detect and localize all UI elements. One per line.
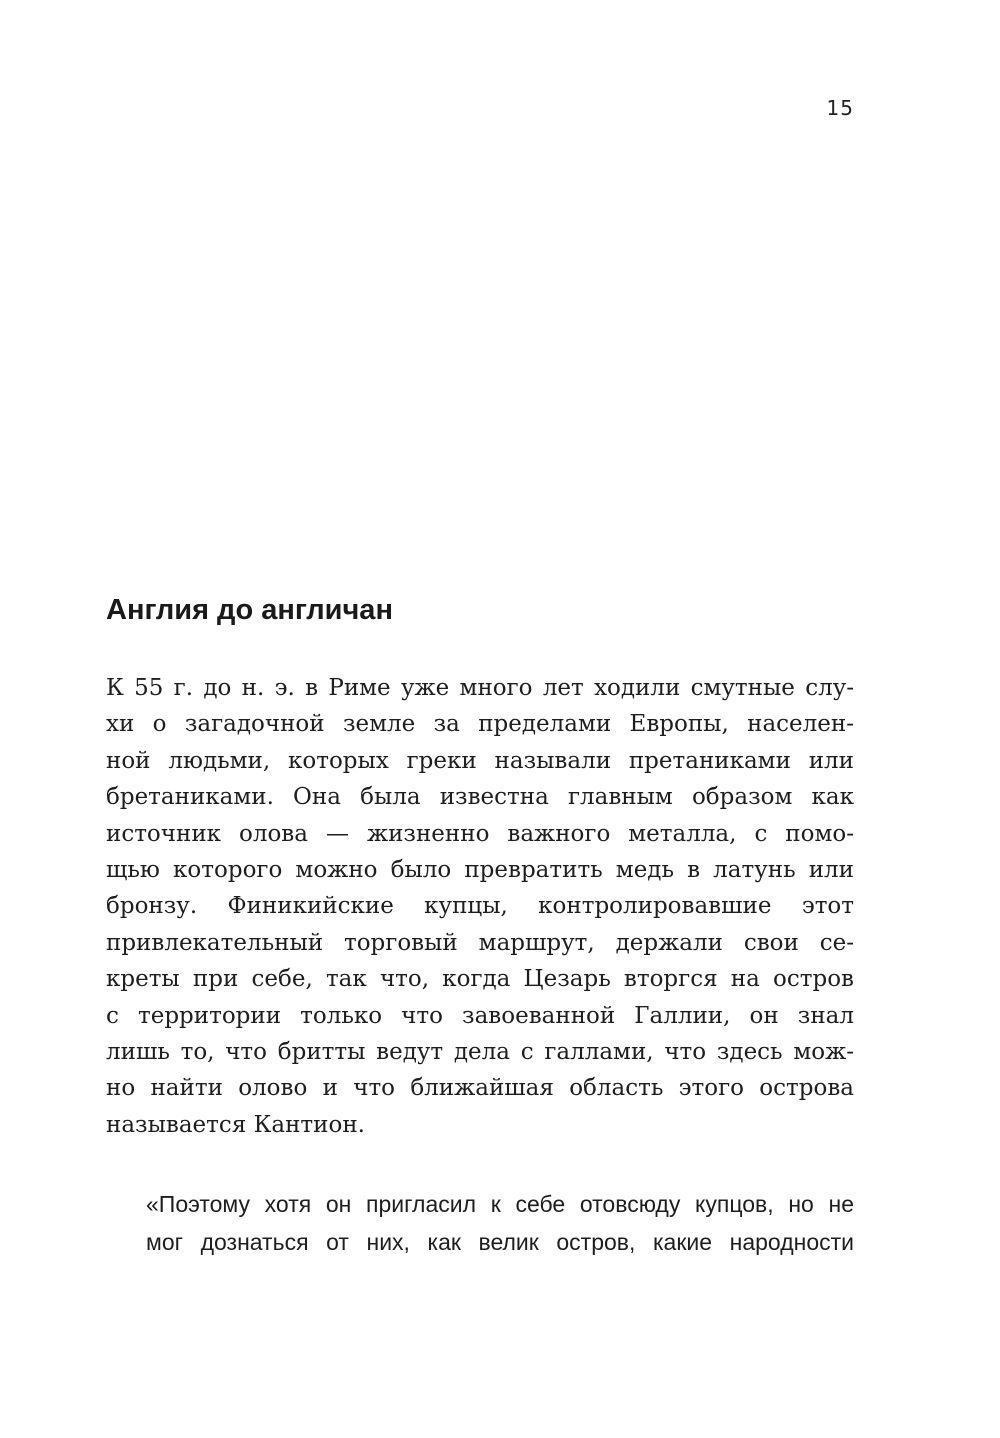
block-quote — [146, 1185, 854, 1261]
paragraph-line: называется Кантион. — [106, 1111, 365, 1138]
paragraph-line: с территории только что завоеванной Галлии, он знал — [106, 1002, 854, 1029]
paragraph-line: креты при себе, так что, когда Цезарь вторгся на остров — [106, 966, 854, 993]
paragraph-line: К 55 г. до н. э. в Риме уже много лет ходили смутные слу- — [106, 675, 854, 701]
paragraph-line: но найти олово и что ближайшая область этого острова — [106, 1075, 854, 1102]
section-title: Англия до англичан — [106, 594, 393, 626]
paragraph-line: привлекательный торговый маршрут, держали свои се- — [106, 929, 854, 956]
quote-line: мог дознаться от них, как велик остров, какие народности — [146, 1229, 854, 1255]
paragraph-line: щью которого можно было превратить медь в латунь или — [106, 856, 854, 883]
main-paragraph — [106, 670, 854, 1143]
paragraph-line: лишь то, что бритты ведут дела с галлами, что здесь мож- — [106, 1038, 854, 1065]
paragraph-line: бронзу. Финикийские купцы, контролировавшие этот — [106, 893, 854, 920]
page-number: 15 — [826, 96, 854, 120]
paragraph-line: ной людьми, которых греки называли претаниками или — [106, 747, 854, 774]
paragraph-line: бретаниками. Она была известна главным образом как — [106, 784, 854, 811]
paragraph-line: источник олова — жизненно важного металла, с помо- — [106, 820, 854, 847]
quote-line: «Поэтому хотя он пригласил к себе отовсюду купцов, но не — [146, 1191, 854, 1217]
paragraph-line: хи о загадочной земле за пределами Европы, населен- — [106, 711, 854, 738]
